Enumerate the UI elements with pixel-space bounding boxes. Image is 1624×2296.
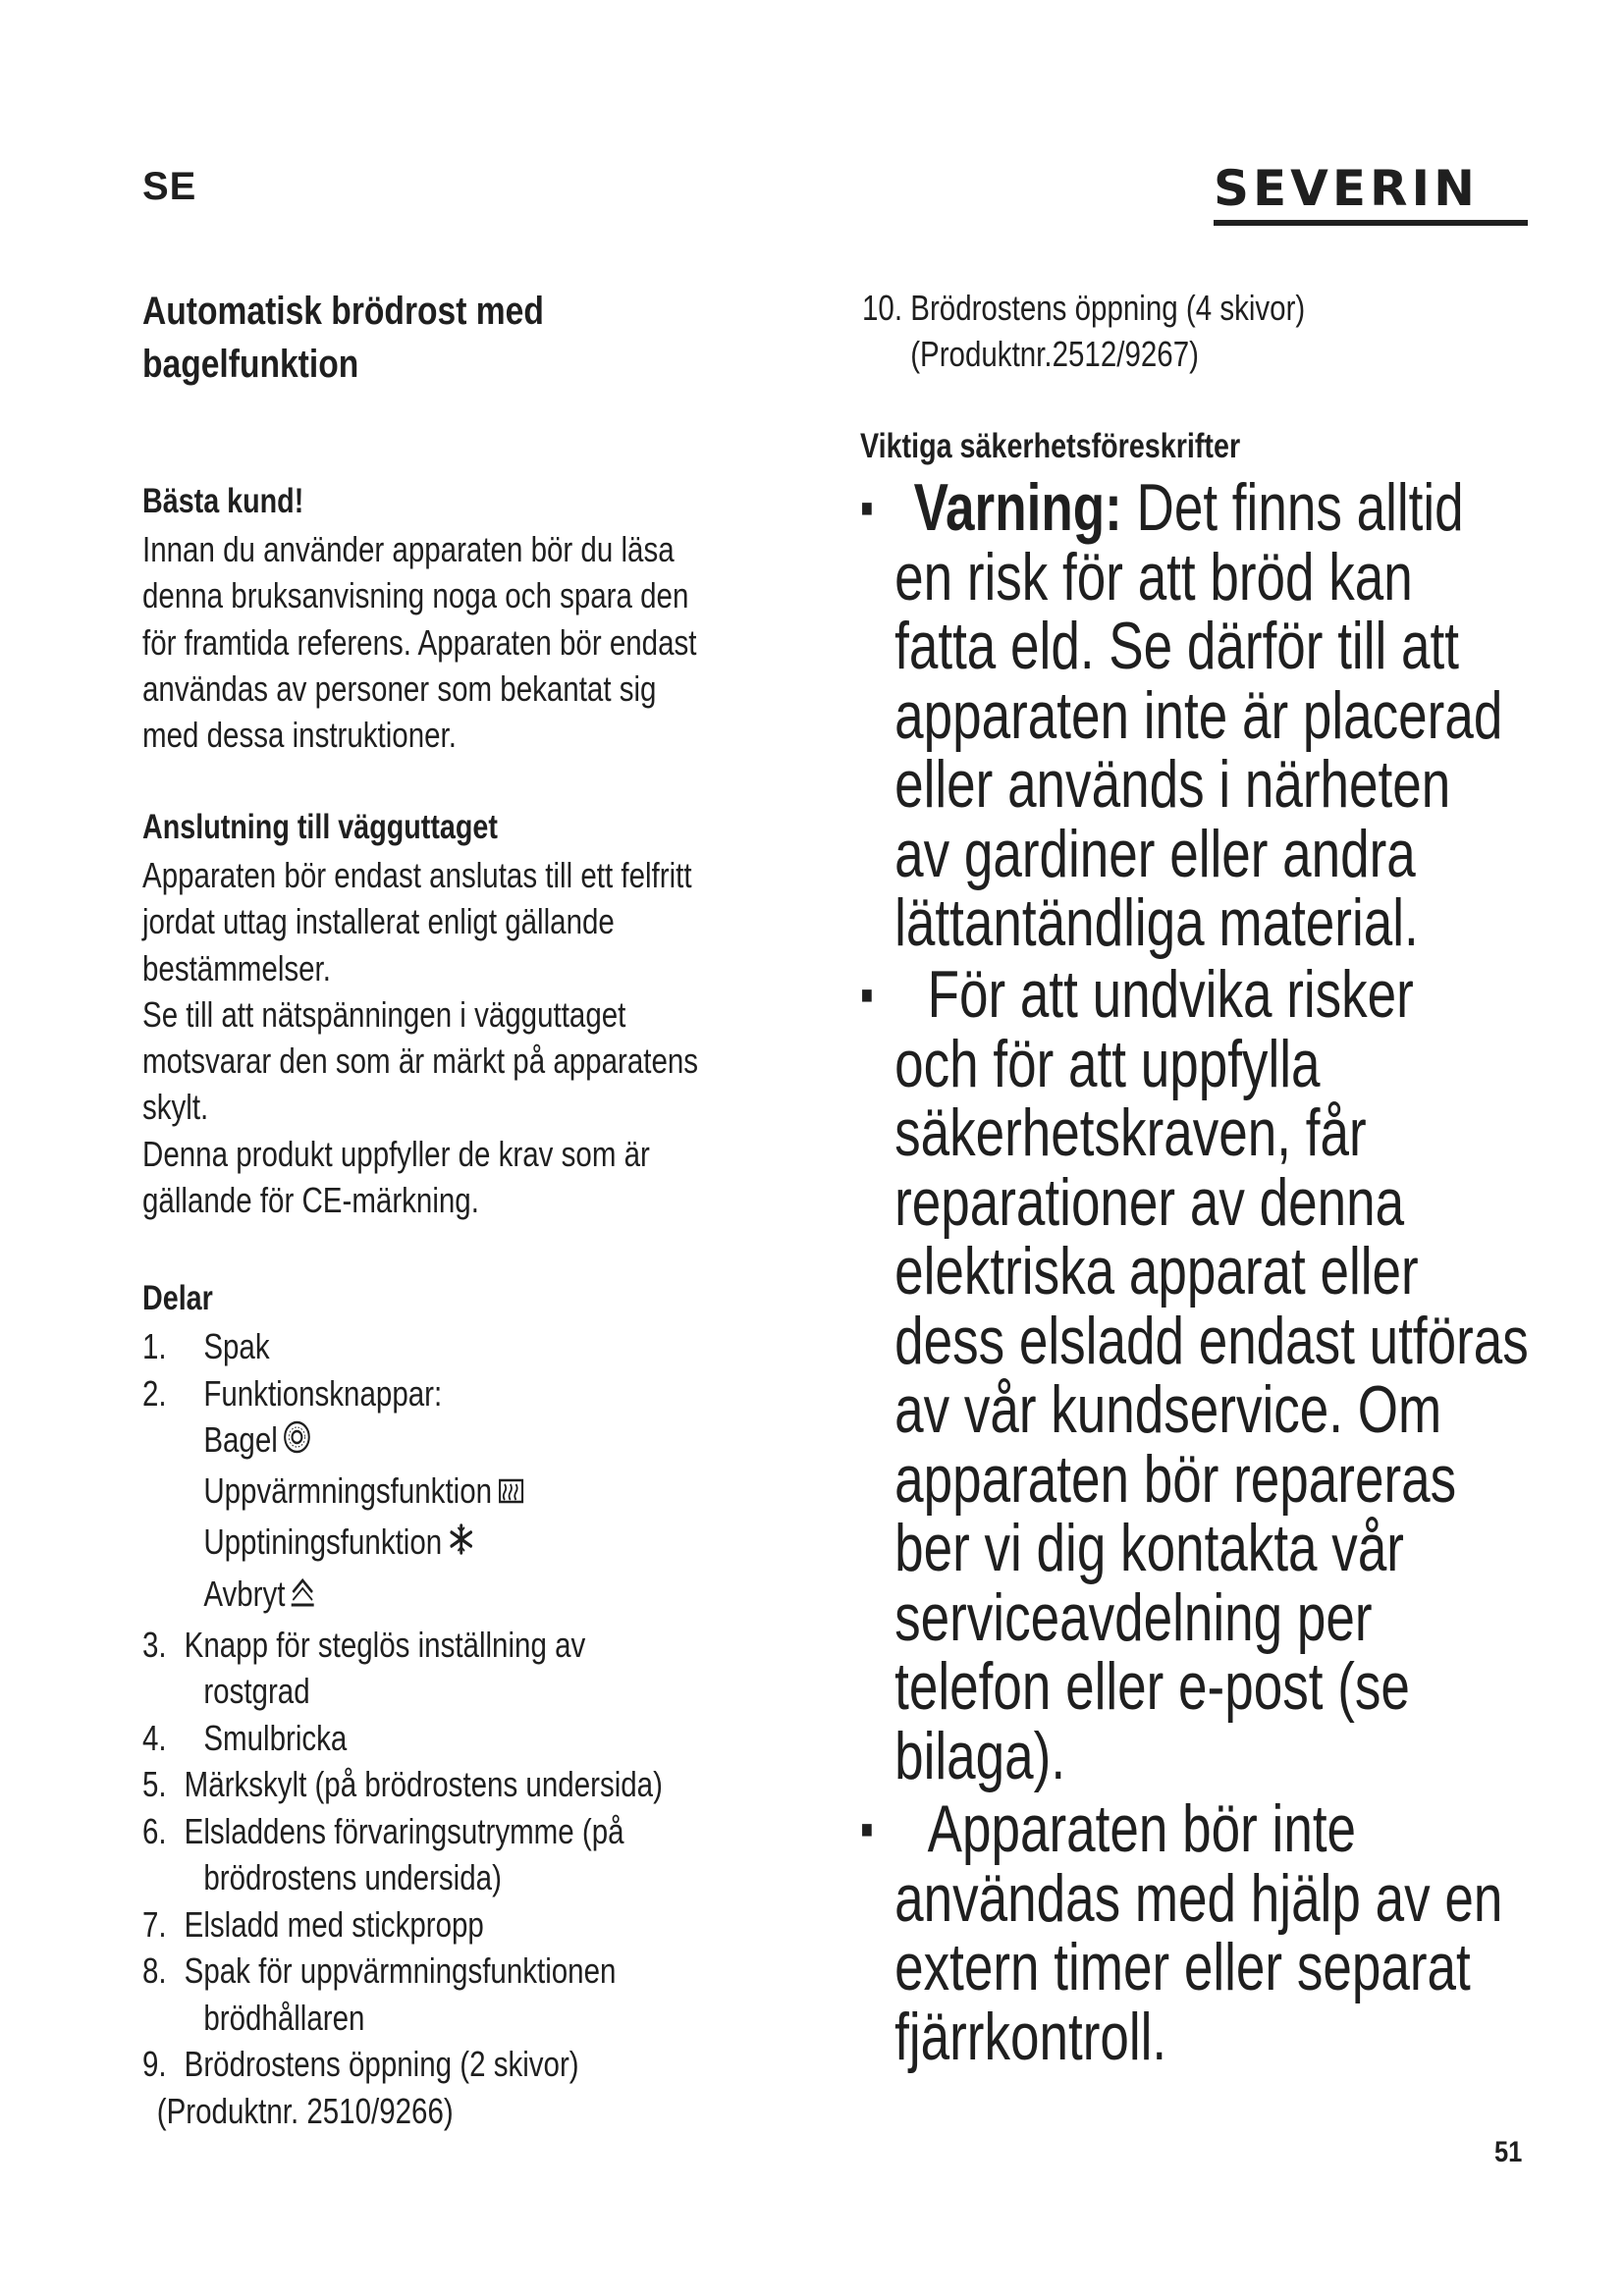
list-item <box>142 1370 663 1622</box>
item-text-continued: brödhållaren <box>203 1997 365 2038</box>
connection-section <box>142 805 820 1223</box>
logo-underline <box>1214 220 1528 226</box>
item-number: 5. <box>142 1764 167 1805</box>
item-text: Märkskylt (på brödrostens undersida) <box>184 1764 663 1805</box>
greeting-section <box>142 479 818 758</box>
greeting-text <box>142 526 696 758</box>
text-line: ber vi dig kontakta vår <box>894 1511 1404 1585</box>
parts-list <box>142 1323 663 2134</box>
text-line: 10. Brödrostens öppning (4 skivor) <box>862 288 1306 328</box>
sub-item-bagel: Bagel <box>142 1416 663 1468</box>
item-number: 3. <box>142 1624 167 1665</box>
text-line: elektriska apparat eller <box>894 1234 1419 1308</box>
item-number: 10. <box>862 288 903 328</box>
item-number: 9. <box>142 2044 167 2085</box>
brand-name: SEVERIN <box>1214 160 1479 217</box>
warning-3 <box>860 1791 1567 2074</box>
text-line: eller används i närheten <box>894 747 1451 822</box>
text-line: Denna produkt uppfyller de krav som är <box>142 1133 650 1174</box>
item-number: 6. <box>142 1810 167 1851</box>
item-text-continued: rostgrad <box>203 1671 310 1712</box>
item-text: Brödrostens öppning (2 skivor) <box>184 2044 579 2085</box>
warning-lead: ▪ Varning: Det finns alltid <box>860 470 1464 545</box>
text-line: Se till att nätspänningen i vägguttaget <box>142 993 626 1035</box>
bagel-icon <box>281 1417 313 1468</box>
language-code: SE <box>142 165 197 208</box>
brand-logo <box>1214 160 1528 224</box>
text-line: av gardiner eller andra <box>894 816 1416 891</box>
text-line: reparationer av denna <box>894 1164 1405 1240</box>
text-line: av vår kundservice. Om <box>894 1372 1442 1447</box>
item-text-continued: brödrostens undersida) <box>203 1857 502 1898</box>
cancel-icon <box>289 1571 318 1622</box>
item-text: Spak <box>203 1326 270 1366</box>
warning-2 <box>860 957 1567 1793</box>
item-number: 1. <box>142 1326 167 1366</box>
text-line: användas med hjälp av en <box>894 1860 1503 1936</box>
text-line: denna bruksanvisning noga och spara den <box>142 575 689 616</box>
warning-lead: ▪ Apparaten bör inte <box>860 1791 1357 1866</box>
list-item <box>142 2041 663 2134</box>
text-line: telefon eller e-post (se <box>894 1649 1410 1724</box>
text-line: dess elsladd endast utföras <box>894 1303 1529 1378</box>
warning-1 <box>860 470 1567 960</box>
list-item <box>142 1901 663 1949</box>
text-line: extern timer eller separat <box>894 1930 1471 2004</box>
list-item <box>142 1948 663 2041</box>
sub-item-cancel: Avbryt <box>142 1571 663 1622</box>
text-line: säkerhetskraven, får <box>894 1095 1367 1170</box>
item-number: 7. <box>142 1903 167 1945</box>
list-item <box>142 1715 663 1762</box>
text-line: Innan du använder apparaten bör du läsa <box>142 529 675 569</box>
bullet-icon: ▪ <box>860 1801 874 1856</box>
parts-item-10 <box>862 285 1305 378</box>
text-line: skylt. <box>142 1087 209 1128</box>
text-line: jordat uttag installerat enligt gällande <box>142 901 615 942</box>
list-item <box>142 1808 663 1901</box>
item-text: Spak för uppvärmningsfunktionen <box>184 1950 617 1992</box>
text-line: apparaten inte är placerad <box>894 677 1503 753</box>
text-line: apparaten bör repareras <box>894 1441 1457 1517</box>
sub-item-reheat: Uppvärmningsfunktion <box>142 1468 663 1519</box>
bullet-icon: ▪ <box>860 967 874 1022</box>
text-line: motsvarar den som är märkt på apparatens <box>142 1041 699 1082</box>
text-line: fjärrkontroll. <box>894 1999 1167 2074</box>
page-number: 51 <box>1494 2136 1523 2168</box>
connection-heading: Anslutning till vägguttaget <box>142 808 498 846</box>
text-line: fatta eld. Se därför till att <box>894 609 1459 683</box>
text-line: serviceavdelning per <box>894 1579 1373 1655</box>
bullet-icon: ▪ <box>860 480 874 535</box>
sub-item-defrost: Upptiningsfunktion <box>142 1519 663 1570</box>
item-number: 8. <box>142 1950 167 1992</box>
connection-text <box>142 852 698 1223</box>
page-title-line-1: Automatisk brödrost med <box>142 290 544 333</box>
list-item <box>142 1761 663 1808</box>
safety-heading: Viktiga säkerhetsföreskrifter <box>860 427 1241 465</box>
page-title-line-2: bagelfunktion <box>142 343 359 386</box>
text-line: (Produktnr.2512/9267) <box>910 334 1199 375</box>
item-number: 2. <box>142 1372 167 1414</box>
list-item <box>142 1622 663 1715</box>
text-line: gällande för CE-märkning. <box>142 1180 479 1221</box>
text-line: bestämmelser. <box>142 947 331 988</box>
reheat-icon <box>495 1468 527 1520</box>
parts-heading: Delar <box>142 1279 213 1317</box>
item-text-continued: (Produktnr. 2510/9266) <box>156 2090 454 2131</box>
text-line: lättantändliga material. <box>894 885 1419 960</box>
page-title <box>142 285 544 391</box>
defrost-snowflake-icon <box>445 1520 477 1571</box>
item-text: Knapp för steglös inställning av <box>184 1624 586 1665</box>
item-number: 4. <box>142 1717 167 1758</box>
item-text: Elsladdens förvaringsutrymme (på <box>184 1810 624 1851</box>
item-text: Elsladd med stickpropp <box>184 1903 484 1945</box>
item-text: Smulbricka <box>203 1717 348 1758</box>
text-line: med dessa instruktioner. <box>142 715 457 756</box>
text-line: Apparaten bör endast anslutas till ett felfritt <box>142 855 692 895</box>
text-line: bilaga). <box>894 1718 1066 1793</box>
text-line: en risk för att bröd kan <box>894 539 1413 614</box>
text-line: och för att uppfylla <box>894 1026 1321 1101</box>
parts-section <box>142 1276 777 2134</box>
text-line: användas av personer som bekantat sig <box>142 667 657 709</box>
greeting-heading: Bästa kund! <box>142 482 304 520</box>
warning-lead: ▪ För att undvika risker <box>860 957 1414 1032</box>
item-text: Funktionsknappar: <box>203 1372 443 1414</box>
text-line: för framtida referens. Apparaten bör endast <box>142 621 697 663</box>
list-item <box>142 1323 663 1370</box>
